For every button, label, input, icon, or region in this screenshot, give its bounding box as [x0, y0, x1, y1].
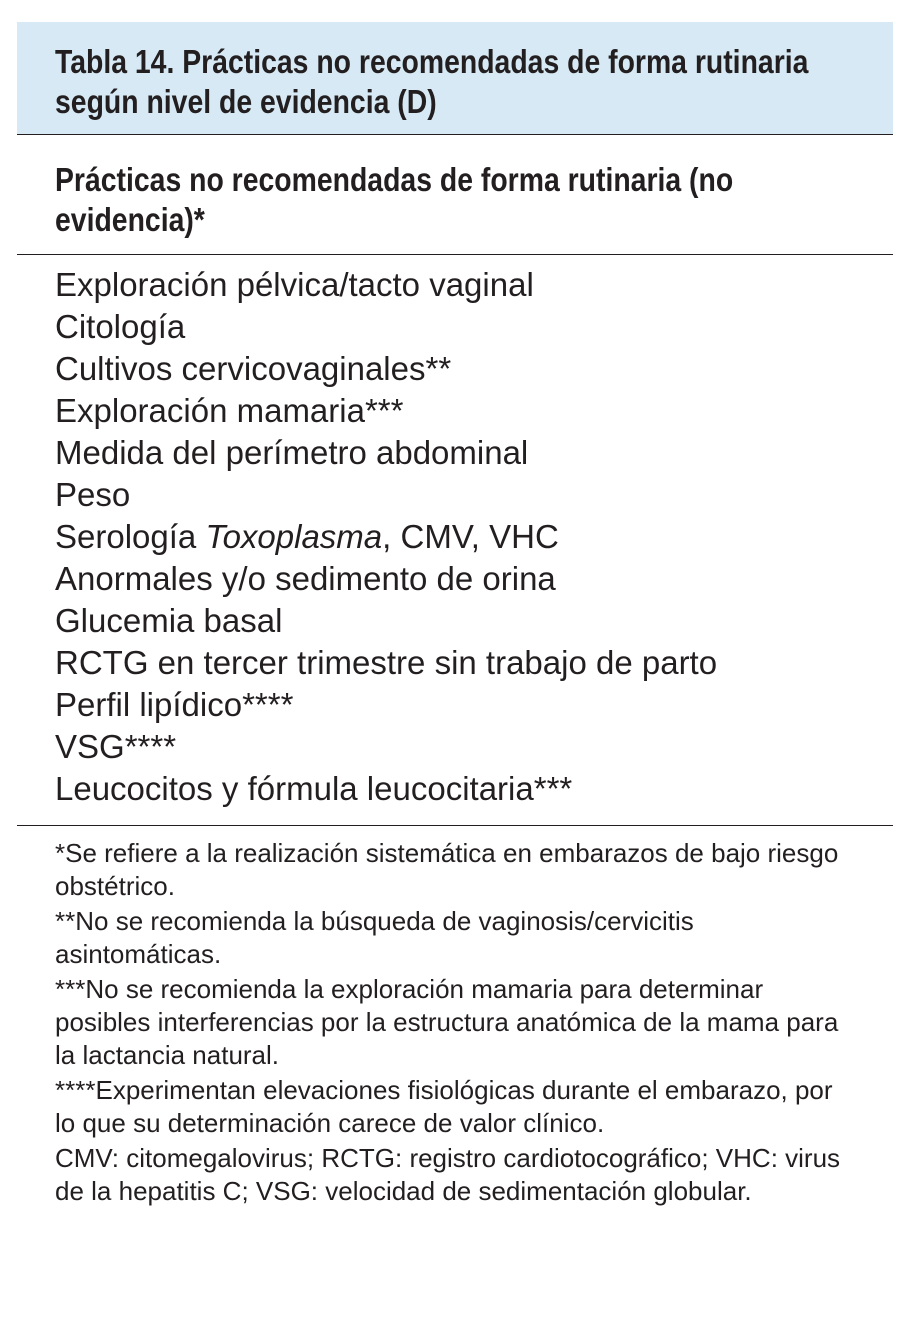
serology-suffix: , CMV, VHC	[382, 518, 559, 555]
table-title-bar	[17, 22, 893, 135]
footnote-abbreviations: CMV: citomegalovirus; RCTG: registro cardiotocográfico; VHC: virus de la hepatitis C; VSG: velocidad de sedimentación globular.	[55, 1143, 841, 1206]
column-header-text: Prácticas no recomendadas de forma rutinaria (no evidencia)*	[55, 161, 734, 238]
footnote: ****Experimentan elevaciones fisiológicas durante el embarazo, por lo que su determinación carece de valor clínico.	[55, 1075, 833, 1138]
practice-list	[17, 255, 893, 826]
footnotes	[17, 826, 893, 1208]
serology-prefix: Serología	[55, 518, 206, 555]
practice-item: RCTG en tercer trimestre sin trabajo de parto	[55, 644, 718, 681]
practice-item-serology	[55, 516, 855, 558]
footnote: *Se refiere a la realización sistemática en embarazos de bajo riesgo obstétrico.	[55, 838, 839, 901]
practice-item: Anormales y/o sedimento de orina	[55, 560, 556, 597]
column-header	[17, 135, 893, 255]
table-title: Tabla 14. Prácticas no recomendadas de forma rutinaria según nivel de evidencia (D)	[55, 43, 809, 120]
practice-item: Glucemia basal	[55, 602, 283, 639]
serology-italic: Toxoplasma	[205, 518, 383, 555]
practice-item: Perfil lipídico****	[55, 686, 294, 723]
practice-item: VSG****	[55, 728, 177, 765]
practice-item: Cultivos cervicovaginales**	[55, 350, 452, 387]
footnote: **No se recomienda la búsqueda de vaginosis/cervicitis asintomáticas.	[55, 906, 694, 969]
practice-item: Medida del perímetro abdominal	[55, 434, 529, 471]
practice-item: Peso	[55, 476, 131, 513]
practice-item: Leucocitos y fórmula leucocitaria***	[55, 770, 573, 807]
practice-item: Exploración pélvica/tacto vaginal	[55, 266, 534, 303]
footnote: ***No se recomienda la exploración mamaria para determinar posibles interferencias por la estructura anatómica de la mama para la lactancia natural.	[55, 974, 839, 1070]
practice-item: Citología	[55, 308, 186, 345]
table-14	[17, 22, 893, 1210]
practice-item: Exploración mamaria***	[55, 392, 404, 429]
